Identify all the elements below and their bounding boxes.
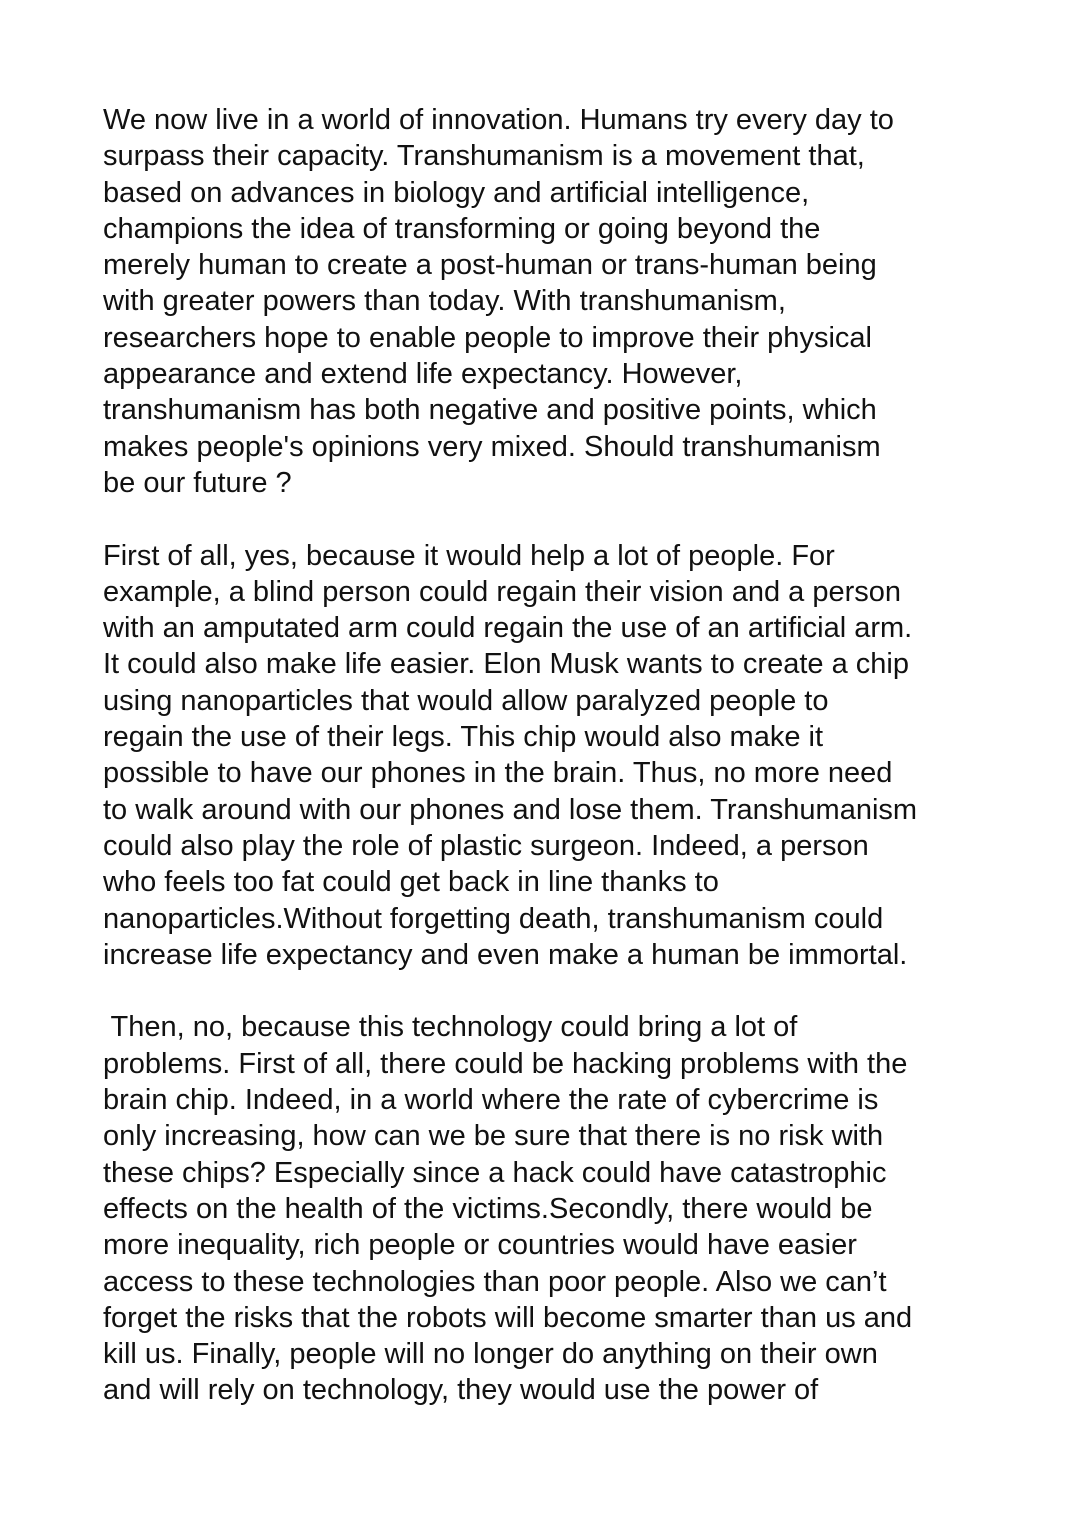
paragraph-introduction: [103, 102, 1003, 501]
text-line: kill us. Finally, people will no longer do anything on their own: [103, 1338, 878, 1371]
text-line: possible to have our phones in the brain. Thus, no more need: [103, 757, 893, 790]
text-line: merely human to create a post-human or trans-human being: [103, 249, 877, 282]
text-line: We now live in a world of innovation. Humans try every day to: [103, 104, 894, 136]
text-line: appearance and extend life expectancy. However,: [103, 358, 743, 391]
paragraph-arguments-for: [103, 538, 1003, 974]
text-line: based on advances in biology and artificial intelligence,: [103, 176, 810, 209]
text-line: transhumanism has both negative and positive points, which: [103, 394, 877, 427]
text-line: It could also make life easier. Elon Musk wants to create a chip: [103, 648, 909, 681]
text-line: problems. First of all, there could be hacking problems with the: [103, 1047, 908, 1080]
text-line: First of all, yes, because it would help a lot of people. For: [103, 539, 835, 572]
text-line: nanoparticles.Without forgetting death, transhumanism could: [103, 902, 884, 935]
text-line: more inequality, rich people or countries would have easier: [103, 1229, 857, 1262]
text-line: with an amputated arm could regain the use of an artificial arm.: [103, 612, 913, 645]
essay-body: [103, 102, 1003, 1445]
text-line: champions the idea of transforming or going beyond the: [103, 212, 821, 245]
text-line: only increasing, how can we be sure that there is no risk with: [103, 1120, 884, 1153]
text-line: using nanoparticles that would allow paralyzed people to: [103, 684, 829, 717]
text-line: makes people's opinions very mixed. Should transhumanism: [103, 430, 881, 463]
text-line: surpass their capacity. Transhumanism is a movement that,: [103, 140, 865, 173]
text-line: Then, no, because this technology could bring a lot of: [103, 1011, 798, 1044]
text-line: example, a blind person could regain their vision and a person: [103, 575, 901, 608]
text-line: be our future ?: [103, 466, 292, 499]
text-line: regain the use of their legs. This chip would also make it: [103, 721, 824, 754]
text-line: brain chip. Indeed, in a world where the rate of cybercrime is: [103, 1084, 879, 1117]
text-line: and will rely on technology, they would use the power of: [103, 1374, 819, 1407]
paragraph-arguments-against: [103, 1009, 1003, 1408]
text-line: effects on the health of the victims.Secondly, there would be: [103, 1192, 873, 1225]
text-line: could also play the role of plastic surgeon. Indeed, a person: [103, 829, 869, 862]
text-line: researchers hope to enable people to improve their physical: [103, 321, 872, 354]
text-line: access to these technologies than poor people. Also we can’t: [103, 1265, 887, 1298]
text-line: increase life expectancy and even make a human be immortal.: [103, 938, 908, 971]
text-line: with greater powers than today. With transhumanism,: [103, 285, 786, 318]
text-line: to walk around with our phones and lose them. Transhumanism: [103, 793, 918, 826]
text-line: these chips? Especially since a hack could have catastrophic: [103, 1156, 887, 1189]
text-line: who feels too fat could get back in line thanks to: [103, 866, 719, 899]
text-line: forget the risks that the robots will become smarter than us and: [103, 1301, 913, 1334]
